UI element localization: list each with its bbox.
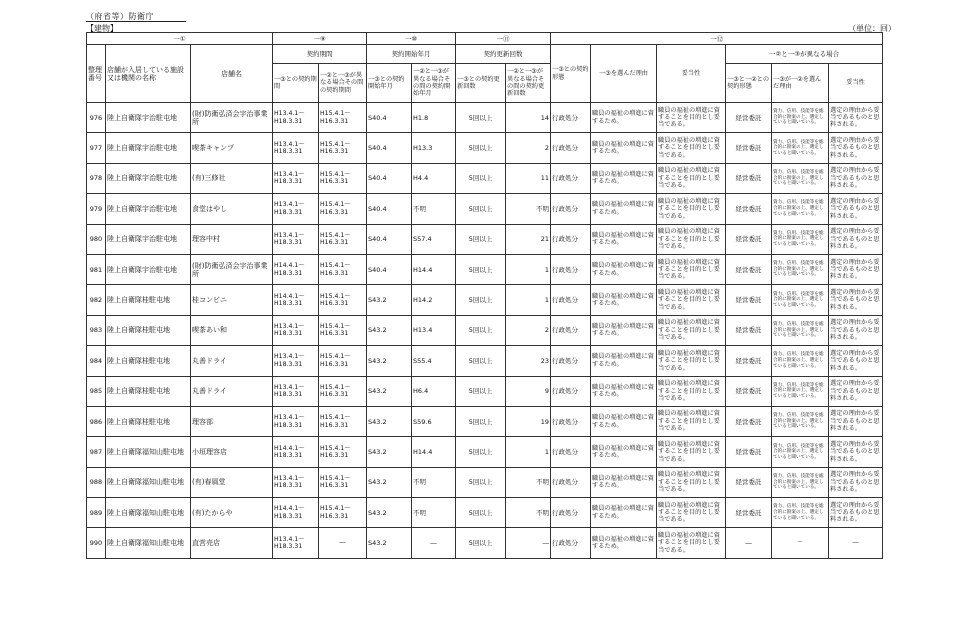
cell-s2: 不明	[412, 194, 456, 224]
cell-store: (財)防衛弘済会宇治事業所	[191, 254, 273, 284]
cell-p2: H15.4.1～ H16.3.31	[319, 406, 367, 436]
cell-facility: 陸上自衛隊宇治駐屯地	[106, 163, 191, 193]
cell-r2: 不明	[506, 194, 551, 224]
cell-reason: 職員の福祉の増進に資するため。	[591, 437, 657, 467]
cell-r2: 不明	[506, 467, 551, 497]
cell-valid: 職員の福祉の増進に資することを目的とし妥当である。	[657, 467, 726, 497]
cell-s2: H14.4	[412, 437, 456, 467]
cell-s2: H13.3	[412, 133, 456, 163]
cell-no: 980	[87, 224, 106, 254]
cell-r3: 5回以上	[456, 437, 506, 467]
cell-p2: H15.4.1～ H16.3.31	[319, 376, 367, 406]
cell-r2: ―	[506, 528, 551, 558]
cell-no: 977	[87, 133, 106, 163]
cell-p3: H14.4.1～ H18.3.31	[273, 254, 319, 284]
contract-table	[86, 32, 883, 559]
cell-p3: H13.4.1～ H18.3.31	[273, 376, 319, 406]
cell-reason: 職員の福祉の増進に資するため。	[591, 254, 657, 284]
table-row	[87, 103, 883, 133]
cell-p2: H15.4.1～ H16.3.31	[319, 498, 367, 528]
cell-no: 987	[87, 437, 106, 467]
col-contract-start: 契約開始年月	[367, 45, 456, 64]
cell-reason2: 資力、信用、技能等を総合的に勘案の上、選定していると聞いている。	[772, 194, 829, 224]
cell-form23: 経営委託	[726, 406, 772, 436]
cell-s3: S40.4	[367, 133, 412, 163]
cell-form23: 経営委託	[726, 194, 772, 224]
cell-form: 行政処分	[551, 437, 591, 467]
cell-p3: H13.4.1～ H18.3.31	[273, 315, 319, 345]
group-12: 一⑫	[551, 33, 883, 45]
col-period-3: 一③との契約期間	[273, 64, 319, 103]
col-form-23: 一③と一②との契約形態	[726, 64, 772, 103]
cell-r3: 5回以上	[456, 254, 506, 284]
table-row	[87, 376, 883, 406]
cell-valid: 職員の福祉の増進に資することを目的とし妥当である。	[657, 498, 726, 528]
cell-p3: H13.4.1～ H18.3.31	[273, 406, 319, 436]
cell-store: 理容中村	[191, 224, 273, 254]
cell-form23: 経営委託	[726, 254, 772, 284]
cell-form23: ―	[726, 528, 772, 558]
cell-valid2: 選定の理由から妥当であるものと思料される。	[829, 163, 883, 193]
cell-r2: 1	[506, 254, 551, 284]
category-label: 【建物】	[86, 24, 118, 33]
cell-no: 988	[87, 467, 106, 497]
cell-form23: 経営委託	[726, 467, 772, 497]
cell-r3: 5回以上	[456, 285, 506, 315]
cell-facility: 陸上自衛隊福知山駐屯地	[106, 528, 191, 558]
cell-no: 978	[87, 163, 106, 193]
cell-reason2: ―	[772, 528, 829, 558]
cell-store: 桂コンビニ	[191, 285, 273, 315]
cell-no: 986	[87, 406, 106, 436]
cell-reason2: 資力、信用、技能等を総合的に勘案の上、選定していると聞いている。	[772, 224, 829, 254]
cell-r2: 2	[506, 133, 551, 163]
cell-valid2: 選定の理由から妥当であるものと思料される。	[829, 254, 883, 284]
table-row	[87, 194, 883, 224]
cell-reason2: 資力、信用、技能等を総合的に勘案の上、選定していると聞いている。	[772, 437, 829, 467]
cell-valid: 職員の福祉の増進に資することを目的とし妥当である。	[657, 315, 726, 345]
cell-r3: 5回以上	[456, 376, 506, 406]
cell-r3: 5回以上	[456, 133, 506, 163]
cell-form23: 経営委託	[726, 163, 772, 193]
cell-p3: H14.4.1～ H18.3.31	[273, 498, 319, 528]
cell-valid2: 選定の理由から妥当であるものと思料される。	[829, 467, 883, 497]
cell-s2: 不明	[412, 498, 456, 528]
cell-r3: 5回以上	[456, 163, 506, 193]
group-1: 一①	[87, 33, 273, 45]
col-no: 整理番号	[87, 45, 106, 103]
cell-facility: 陸上自衛隊桂駐屯地	[106, 315, 191, 345]
cell-s3: S40.4	[367, 224, 412, 254]
table-row	[87, 437, 883, 467]
cell-r2: 11	[506, 163, 551, 193]
cell-no: 981	[87, 254, 106, 284]
cell-no: 990	[87, 528, 106, 558]
cell-valid2: 選定の理由から妥当であるものと思料される。	[829, 437, 883, 467]
ministry-label: （府省等）防衛庁	[86, 12, 154, 21]
unit-label: （単位：回）	[848, 24, 896, 33]
cell-s2: H14.4	[412, 254, 456, 284]
cell-store: 喫茶あい和	[191, 315, 273, 345]
cell-form: 行政処分	[551, 224, 591, 254]
cell-facility: 陸上自衛隊宇治駐屯地	[106, 194, 191, 224]
cell-reason2: 資力、信用、技能等を総合的に勘案の上、選定していると聞いている。	[772, 346, 829, 376]
cell-form: 行政処分	[551, 285, 591, 315]
cell-s3: S43.2	[367, 498, 412, 528]
cell-r2: 21	[506, 224, 551, 254]
cell-r3: 5回以上	[456, 224, 506, 254]
cell-valid: 職員の福祉の増進に資することを目的とし妥当である。	[657, 133, 726, 163]
cell-s3: S43.2	[367, 528, 412, 558]
cell-reason: 職員の福祉の増進に資するため。	[591, 163, 657, 193]
cell-facility: 陸上自衛隊宇治駐屯地	[106, 133, 191, 163]
col-renewal-count: 契約更新回数	[456, 45, 551, 64]
cell-s3: S40.4	[367, 103, 412, 133]
table-row	[87, 346, 883, 376]
cell-form: 行政処分	[551, 254, 591, 284]
cell-facility: 陸上自衛隊宇治駐屯地	[106, 103, 191, 133]
cell-s3: S40.4	[367, 194, 412, 224]
cell-store: (有)三修社	[191, 163, 273, 193]
cell-s3: S43.2	[367, 346, 412, 376]
cell-store: 喫茶キャンプ	[191, 133, 273, 163]
cell-store: 理容部	[191, 406, 273, 436]
cell-reason2: 資力、信用、技能等を総合的に勘案の上、選定していると聞いている。	[772, 315, 829, 345]
cell-r2: 2	[506, 315, 551, 345]
cell-r3: 5回以上	[456, 315, 506, 345]
cell-form23: 経営委託	[726, 224, 772, 254]
cell-facility: 陸上自衛隊宇治駐屯地	[106, 254, 191, 284]
cell-reason: 職員の福祉の増進に資するため。	[591, 406, 657, 436]
cell-form: 行政処分	[551, 103, 591, 133]
cell-s2: H13.4	[412, 315, 456, 345]
col-period-2: 一②と一③が異なる場合その間の契約期間	[319, 64, 367, 103]
cell-p2: H15.4.1～ H16.3.31	[319, 285, 367, 315]
cell-valid: 職員の福祉の増進に資することを目的とし妥当である。	[657, 163, 726, 193]
cell-valid2: 選定の理由から妥当であるものと思料される。	[829, 194, 883, 224]
cell-form23: 経営委託	[726, 437, 772, 467]
cell-form23: 経営委託	[726, 498, 772, 528]
cell-valid2: 選定の理由から妥当であるものと思料される。	[829, 133, 883, 163]
cell-facility: 陸上自衛隊桂駐屯地	[106, 346, 191, 376]
cell-r2: 19	[506, 406, 551, 436]
cell-valid2: 選定の理由から妥当であるものと思料される。	[829, 498, 883, 528]
cell-r2: 不明	[506, 498, 551, 528]
cell-p2: H15.4.1～ H16.3.31	[319, 437, 367, 467]
col-reason-2: 一③が一②を選んだ理由	[772, 64, 829, 103]
cell-p2: H15.4.1～ H16.3.31	[319, 133, 367, 163]
cell-reason: 職員の福祉の増進に資するため。	[591, 498, 657, 528]
cell-s3: S43.2	[367, 467, 412, 497]
cell-form: 行政処分	[551, 376, 591, 406]
col-start-3: 一③との契約開始年月	[367, 64, 412, 103]
cell-valid: 職員の福祉の増進に資することを目的とし妥当である。	[657, 376, 726, 406]
cell-facility: 陸上自衛隊桂駐屯地	[106, 285, 191, 315]
cell-p3: H13.4.1～ H18.3.31	[273, 133, 319, 163]
cell-r2: 1	[506, 437, 551, 467]
cell-store: 丸善ドライ	[191, 376, 273, 406]
cell-p3: H14.4.1～ H18.3.31	[273, 285, 319, 315]
cell-store: 食堂はやし	[191, 194, 273, 224]
cell-reason: 職員の福祉の増進に資するため。	[591, 194, 657, 224]
col-start-2: 一②と一③が異なる場合その間の契約開始年月	[412, 64, 456, 103]
cell-r2: 14	[506, 103, 551, 133]
cell-r3: 5回以上	[456, 528, 506, 558]
cell-reason: 職員の福祉の増進に資するため。	[591, 224, 657, 254]
cell-r2: 9	[506, 376, 551, 406]
cell-valid2: 選定の理由から妥当であるものと思料される。	[829, 103, 883, 133]
cell-p3: H13.4.1～ H18.3.31	[273, 467, 319, 497]
col-validity: 妥当性	[657, 45, 726, 103]
cell-reason: 職員の福祉の増進に資するため。	[591, 133, 657, 163]
cell-valid: 職員の福祉の増進に資することを目的とし妥当である。	[657, 285, 726, 315]
cell-store: (有)春風堂	[191, 467, 273, 497]
col-reason: 一③を選んだ理由	[591, 45, 657, 103]
cell-valid2: 選定の理由から妥当であるものと思料される。	[829, 285, 883, 315]
group-11: 一⑪	[456, 33, 551, 45]
cell-p2: H15.4.1～ H16.3.31	[319, 346, 367, 376]
cell-reason2: 資力、信用、技能等を総合的に勘案の上、選定していると聞いている。	[772, 103, 829, 133]
table-row	[87, 133, 883, 163]
group-10: 一⑩	[367, 33, 456, 45]
cell-form23: 経営委託	[726, 346, 772, 376]
cell-no: 976	[87, 103, 106, 133]
cell-reason2: 資力、信用、技能等を総合的に勘案の上、選定していると聞いている。	[772, 406, 829, 436]
cell-reason: 職員の福祉の増進に資するため。	[591, 346, 657, 376]
cell-store: 小垣理容店	[191, 437, 273, 467]
cell-s2: H1.8	[412, 103, 456, 133]
col-different-case: 一②と一③が異なる場合	[726, 45, 883, 64]
cell-s2: S55.4	[412, 346, 456, 376]
cell-reason2: 資力、信用、技能等を総合的に勘案の上、選定していると聞いている。	[772, 467, 829, 497]
cell-reason: 職員の福祉の増進に資するため。	[591, 467, 657, 497]
cell-s2: 不明	[412, 467, 456, 497]
cell-reason: 職員の福祉の増進に資するため。	[591, 528, 657, 558]
cell-valid2: 選定の理由から妥当であるものと思料される。	[829, 224, 883, 254]
cell-no: 984	[87, 346, 106, 376]
cell-s2: S59.6	[412, 406, 456, 436]
cell-p2: H15.4.1～ H16.3.31	[319, 224, 367, 254]
cell-form23: 経営委託	[726, 285, 772, 315]
cell-valid: 職員の福祉の増進に資することを目的とし妥当である。	[657, 346, 726, 376]
cell-p3: H13.4.1～ H18.3.31	[273, 528, 319, 558]
cell-valid: 職員の福祉の増進に資することを目的とし妥当である。	[657, 224, 726, 254]
cell-r3: 5回以上	[456, 467, 506, 497]
cell-p3: H13.4.1～ H18.3.31	[273, 224, 319, 254]
cell-s3: S43.2	[367, 406, 412, 436]
col-facility: 店舗が入居している施設又は機関の名称	[106, 45, 191, 103]
table-row	[87, 467, 883, 497]
cell-form: 行政処分	[551, 194, 591, 224]
table-row	[87, 406, 883, 436]
cell-reason2: 資力、信用、技能等を総合的に勘案の上、選定していると聞いている。	[772, 254, 829, 284]
cell-reason: 職員の福祉の増進に資するため。	[591, 376, 657, 406]
cell-r3: 5回以上	[456, 194, 506, 224]
cell-no: 983	[87, 315, 106, 345]
cell-s3: S43.2	[367, 285, 412, 315]
cell-valid: 職員の福祉の増進に資することを目的とし妥当である。	[657, 437, 726, 467]
cell-s3: S40.4	[367, 163, 412, 193]
cell-p2: H15.4.1～ H16.3.31	[319, 254, 367, 284]
group-9: 一⑨	[273, 33, 367, 45]
col-contract-period: 契約期間	[273, 45, 367, 64]
col-store: 店舗名	[191, 45, 273, 103]
cell-reason2: 資力、信用、技能等を総合的に勘案の上、選定していると聞いている。	[772, 163, 829, 193]
cell-form: 行政処分	[551, 406, 591, 436]
cell-reason: 職員の福祉の増進に資するため。	[591, 315, 657, 345]
cell-r2: 23	[506, 346, 551, 376]
cell-p2: H15.4.1～ H16.3.31	[319, 163, 367, 193]
col-validity-2: 妥当性	[829, 64, 883, 103]
cell-reason2: 資力、信用、技能等を総合的に勘案の上、選定していると聞いている。	[772, 285, 829, 315]
cell-r3: 5回以上	[456, 498, 506, 528]
cell-store: 丸善ドライ	[191, 346, 273, 376]
cell-p2: H15.4.1～ H16.3.31	[319, 194, 367, 224]
cell-store: (有)たからや	[191, 498, 273, 528]
cell-valid: 職員の福祉の増進に資することを目的とし妥当である。	[657, 103, 726, 133]
cell-p2: ―	[319, 528, 367, 558]
cell-p2: H15.4.1～ H16.3.31	[319, 103, 367, 133]
table-row	[87, 163, 883, 193]
cell-form23: 経営委託	[726, 376, 772, 406]
cell-facility: 陸上自衛隊福知山駐屯地	[106, 498, 191, 528]
cell-valid2: 選定の理由から妥当であるものと思料される。	[829, 376, 883, 406]
cell-facility: 陸上自衛隊福知山駐屯地	[106, 437, 191, 467]
col-form: 一③との契約形態	[551, 45, 591, 103]
table-row	[87, 315, 883, 345]
cell-facility: 陸上自衛隊宇治駐屯地	[106, 224, 191, 254]
cell-r3: 5回以上	[456, 103, 506, 133]
cell-s2: ―	[412, 528, 456, 558]
cell-valid: 職員の福祉の増進に資することを目的とし妥当である。	[657, 528, 726, 558]
cell-form: 行政処分	[551, 315, 591, 345]
cell-reason2: 資力、信用、技能等を総合的に勘案の上、選定していると聞いている。	[772, 498, 829, 528]
cell-s2: H14.2	[412, 285, 456, 315]
cell-p3: H13.4.1～ H18.3.31	[273, 163, 319, 193]
cell-form: 行政処分	[551, 163, 591, 193]
cell-valid2: ―	[829, 528, 883, 558]
cell-valid: 職員の福祉の増進に資することを目的とし妥当である。	[657, 406, 726, 436]
table-row	[87, 254, 883, 284]
cell-no: 989	[87, 498, 106, 528]
cell-valid2: 選定の理由から妥当であるものと思料される。	[829, 315, 883, 345]
cell-s2: S57.4	[412, 224, 456, 254]
cell-form: 行政処分	[551, 528, 591, 558]
cell-p2: H15.4.1～ H16.3.31	[319, 467, 367, 497]
cell-s3: S43.2	[367, 437, 412, 467]
cell-p3: H14.4.1～ H18.3.31	[273, 437, 319, 467]
cell-s3: S40.4	[367, 254, 412, 284]
cell-form23: 経営委託	[726, 315, 772, 345]
cell-facility: 陸上自衛隊福知山駐屯地	[106, 467, 191, 497]
cell-reason2: 資力、信用、技能等を総合的に勘案の上、選定していると聞いている。	[772, 376, 829, 406]
cell-reason: 職員の福祉の増進に資するため。	[591, 103, 657, 133]
col-renew-3: 一③との契約更新回数	[456, 64, 506, 103]
cell-store: (財)防衛弘済会宇治事業所	[191, 103, 273, 133]
table-row	[87, 498, 883, 528]
cell-s2: H6.4	[412, 376, 456, 406]
cell-store: 直営売店	[191, 528, 273, 558]
cell-r2: 1	[506, 285, 551, 315]
table-row	[87, 528, 883, 558]
cell-s3: S43.2	[367, 376, 412, 406]
table-row	[87, 285, 883, 315]
cell-form: 行政処分	[551, 133, 591, 163]
cell-p3: H13.4.1～ H18.3.31	[273, 103, 319, 133]
cell-no: 979	[87, 194, 106, 224]
cell-valid: 職員の福祉の増進に資することを目的とし妥当である。	[657, 194, 726, 224]
cell-valid2: 選定の理由から妥当であるものと思料される。	[829, 346, 883, 376]
cell-form: 行政処分	[551, 498, 591, 528]
cell-p3: H13.4.1～ H18.3.31	[273, 194, 319, 224]
cell-form23: 経営委託	[726, 133, 772, 163]
cell-form: 行政処分	[551, 467, 591, 497]
table-header	[87, 33, 883, 103]
table-body	[87, 103, 883, 559]
cell-s3: S43.2	[367, 315, 412, 345]
cell-reason2: 資力、信用、技能等を総合的に勘案の上、選定していると聞いている。	[772, 133, 829, 163]
cell-s2: H4.4	[412, 163, 456, 193]
table-row	[87, 224, 883, 254]
cell-form23: 経営委託	[726, 103, 772, 133]
cell-facility: 陸上自衛隊桂駐屯地	[106, 376, 191, 406]
cell-facility: 陸上自衛隊桂駐屯地	[106, 406, 191, 436]
col-renew-2: 一②と一③が異なる場合その間の契約更新回数	[506, 64, 551, 103]
cell-no: 985	[87, 376, 106, 406]
cell-r3: 5回以上	[456, 346, 506, 376]
cell-p3: H13.4.1～ H18.3.31	[273, 346, 319, 376]
cell-r3: 5回以上	[456, 406, 506, 436]
cell-valid2: 選定の理由から妥当であるものと思料される。	[829, 406, 883, 436]
cell-form: 行政処分	[551, 346, 591, 376]
cell-p2: H15.4.1～ H16.3.31	[319, 315, 367, 345]
ministry-underline	[86, 21, 186, 22]
cell-valid: 職員の福祉の増進に資することを目的とし妥当である。	[657, 254, 726, 284]
cell-no: 982	[87, 285, 106, 315]
cell-reason: 職員の福祉の増進に資するため。	[591, 285, 657, 315]
